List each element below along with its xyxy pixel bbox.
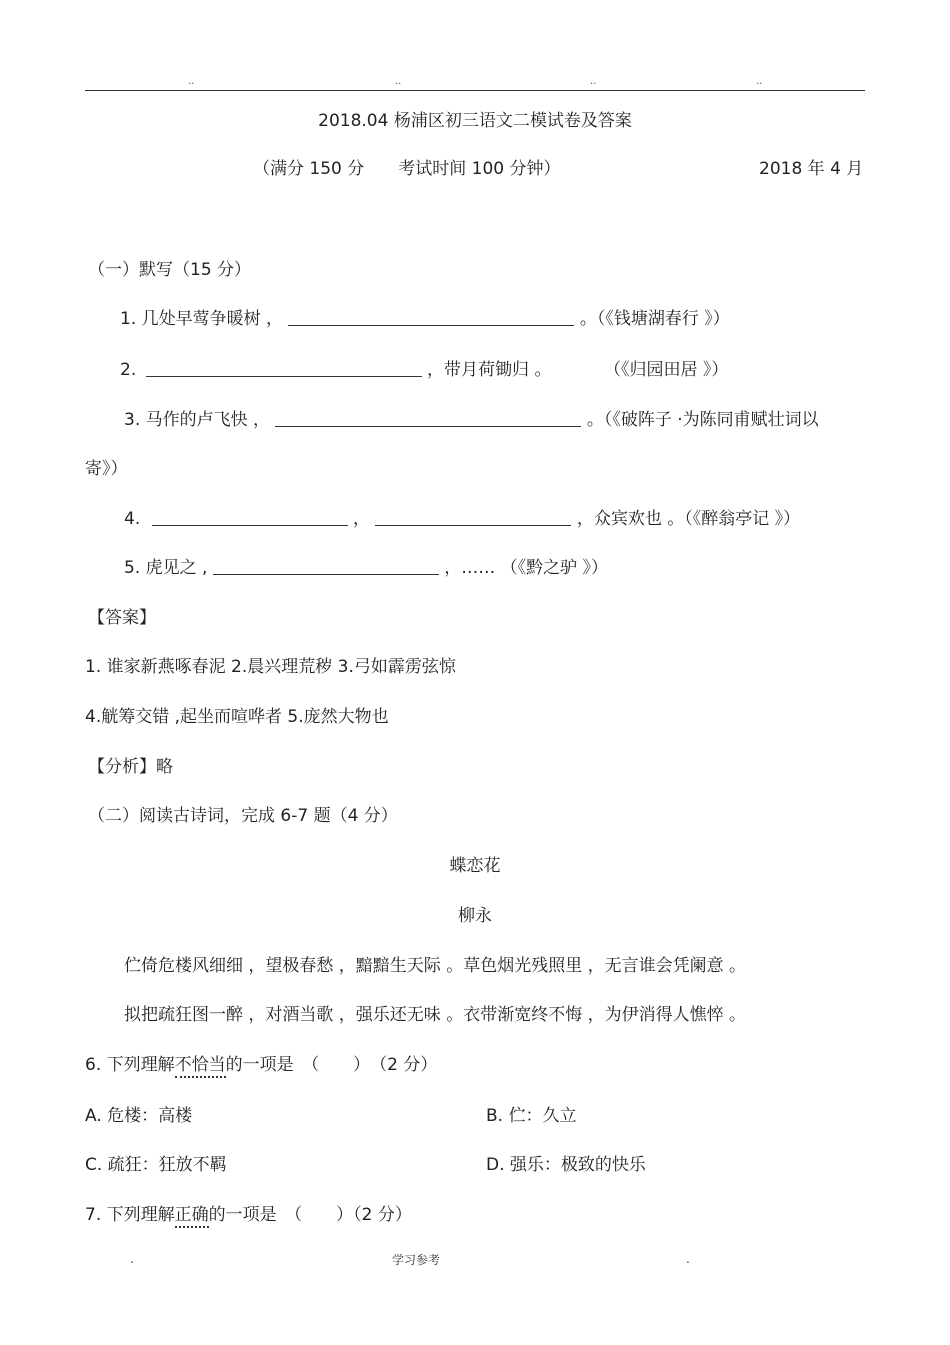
emphasis-text: 不恰当 bbox=[175, 1055, 226, 1078]
section-heading: （二）阅读古诗词，完成 6-7 题（4 分） bbox=[88, 806, 398, 826]
question-3 bbox=[124, 409, 819, 431]
footer-mark-right: . bbox=[686, 1252, 690, 1266]
option-a: A. 危楼：高楼 bbox=[85, 1106, 193, 1126]
answer-blank bbox=[213, 558, 439, 575]
question-7 bbox=[85, 1204, 412, 1226]
answer-label: 【答案】 bbox=[88, 608, 156, 628]
question-source: （《归园田居 》） bbox=[604, 360, 729, 380]
question-2 bbox=[120, 359, 551, 381]
option-c: C. 疏狂：狂放不羁 bbox=[85, 1155, 227, 1175]
answer-line: 4.觥筹交错 ,起坐而喧哗者 5.庞然大物也 bbox=[85, 707, 389, 727]
question-text: 4. bbox=[124, 509, 141, 529]
footer-label: 学习参考 bbox=[392, 1253, 441, 1267]
page-title: 2018.04 杨浦区初三语文二模试卷及答案 bbox=[318, 111, 632, 131]
question-4 bbox=[124, 508, 800, 530]
question-text: ，带月荷锄归 。 bbox=[427, 360, 552, 380]
question-text: 5. 虎见之 , bbox=[124, 558, 208, 578]
question-text: 的一项是 （ ）（2 分） bbox=[208, 1205, 412, 1225]
header-rule bbox=[85, 90, 865, 91]
answer-blank bbox=[288, 309, 574, 326]
question-text: 6. 下列理解 bbox=[85, 1055, 175, 1075]
question-text: 7. 下列理解 bbox=[85, 1205, 175, 1225]
section-heading: （一）默写（15 分） bbox=[88, 260, 252, 280]
poem-title: 蝶恋花 bbox=[449, 856, 501, 876]
question-5 bbox=[124, 557, 608, 579]
answer-blank bbox=[146, 360, 422, 377]
footer-mark-left: . bbox=[130, 1252, 134, 1266]
answer-line: 1. 谁家新燕啄春泥 2.晨兴理荒秽 3.弓如霹雳弦惊 bbox=[85, 657, 456, 677]
poem-line: 拟把疏狂图一醉 ，对酒当歌 ，强乐还无味 。衣带渐宽终不悔 ，为伊消得人憔悴 。 bbox=[124, 1005, 747, 1025]
exam-date: 2018 年 4 月 bbox=[759, 159, 864, 179]
header-mark: .. bbox=[395, 76, 402, 87]
poem-line: 伫倚危楼风细细 ，望极春愁 ，黯黯生天际 。草色烟光残照里 ，无言谁会凭阑意 。 bbox=[124, 956, 747, 976]
option-d: D. 强乐：极致的快乐 bbox=[486, 1155, 646, 1175]
question-text: 1. 几处早莺争暖树 ， bbox=[120, 309, 284, 329]
question-source: ，众宾欢也 。（《醉翁亭记 》） bbox=[576, 509, 801, 529]
answer-blank bbox=[275, 410, 581, 427]
option-b: B. 伫：久立 bbox=[486, 1106, 577, 1126]
poem-author: 柳永 bbox=[458, 906, 492, 926]
header-mark: .. bbox=[590, 76, 597, 87]
answer-blank bbox=[375, 509, 571, 526]
question-source: 。（《钱塘湖春行 》） bbox=[579, 309, 730, 329]
question-source: ，…… （《黔之驴 》） bbox=[444, 558, 609, 578]
header-mark: .. bbox=[756, 76, 763, 87]
question-text: 2. bbox=[120, 360, 137, 380]
analysis-line: 【分析】略 bbox=[88, 757, 173, 777]
question-source-cont: 寄》） bbox=[85, 459, 128, 479]
question-6 bbox=[85, 1054, 437, 1076]
question-text: 的一项是 （ ） （2 分） bbox=[225, 1055, 438, 1075]
question-text: 3. 马作的卢飞快 ， bbox=[124, 410, 271, 430]
question-source: 。（《破阵子 ·为陈同甫赋壮词以 bbox=[586, 410, 819, 430]
header-mark: .. bbox=[188, 76, 195, 87]
emphasis-text: 正确 bbox=[175, 1205, 209, 1228]
question-text: ， bbox=[353, 509, 371, 529]
exam-info: （满分 150 分 考试时间 100 分钟） bbox=[253, 159, 561, 179]
question-1 bbox=[120, 308, 730, 330]
answer-blank bbox=[152, 509, 348, 526]
